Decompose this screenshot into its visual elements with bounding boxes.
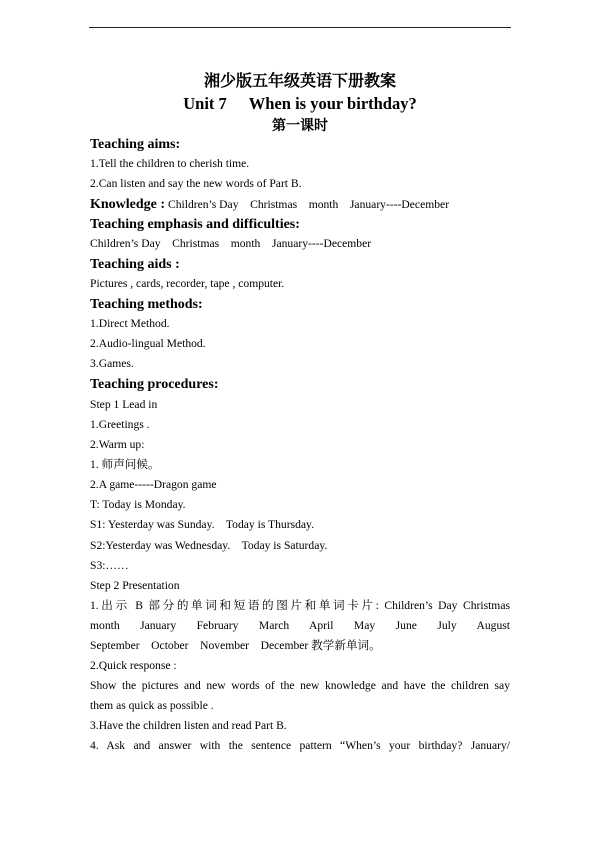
- teaching-aims-heading: Teaching aims:: [90, 137, 181, 152]
- step1-line-3: 1. 师声问候。: [90, 458, 160, 471]
- step1-line-7: S2:Yesterday was Wednesday. Today is Saturday.: [90, 539, 328, 552]
- aim-item-2: 2.Can listen and say the new words of Part B.: [90, 177, 302, 190]
- step2-item1-line2: month January February March April May June July August: [90, 619, 510, 632]
- top-rule: [89, 27, 511, 28]
- knowledge-content: Children’s Day Christmas month January----December: [167, 198, 450, 211]
- knowledge-line: [90, 196, 510, 214]
- step1-line-5: T: Today is Monday.: [90, 498, 186, 511]
- emphasis-heading: Teaching emphasis and difficulties:: [90, 217, 300, 232]
- document-title: 湘少版五年级英语下册教案: [203, 73, 396, 90]
- step2-item2-line2: them as quick as possible .: [90, 699, 214, 712]
- step2-item1-line3: September October November December 教学新单词。: [90, 639, 381, 652]
- step1-line-1: 1.Greetings .: [90, 418, 150, 431]
- method-item-1: 1.Direct Method.: [90, 317, 170, 330]
- step2-item4-line1: 4. Ask and answer with the sentence pattern “When’s your birthday? January/: [90, 739, 510, 752]
- knowledge-label: Knowledge :: [90, 197, 166, 212]
- step1-line-4: 2.A game-----Dragon game: [90, 478, 217, 491]
- step2-title: Step 2 Presentation: [90, 579, 180, 592]
- step1-line-8: S3:……: [90, 559, 129, 572]
- emphasis-content: Children’s Day Christmas month January----December: [90, 237, 372, 250]
- aids-content: Pictures , cards, recorder, tape , computer.: [90, 277, 285, 290]
- method-item-3: 3.Games.: [90, 357, 134, 370]
- step2-item2-title: 2.Quick response :: [90, 659, 177, 672]
- step1-line-6: S1: Yesterday was Sunday. Today is Thursday.: [90, 518, 314, 531]
- lesson-title: 第一课时: [272, 119, 328, 134]
- unit-number: Unit 7: [183, 94, 227, 113]
- aim-item-1: 1.Tell the children to cherish time.: [90, 157, 250, 170]
- step1-line-2: 2.Warm up:: [90, 438, 145, 451]
- step1-title: Step 1 Lead in: [90, 398, 158, 411]
- unit-name: When is your birthday?: [248, 94, 417, 113]
- aids-heading: Teaching aids :: [90, 257, 180, 272]
- methods-heading: Teaching methods:: [90, 297, 203, 312]
- step2-item2-line1: Show the pictures and new words of the new knowledge and have the children say: [90, 679, 510, 692]
- step2-item3: 3.Have the children listen and read Part B.: [90, 719, 287, 732]
- step2-item1-line1: 1.出示 B 部分的单词和短语的图片和单词卡片: Children’s Day Christmas: [90, 599, 510, 612]
- unit-title: [0, 94, 600, 114]
- procedures-heading: Teaching procedures:: [90, 377, 219, 392]
- method-item-2: 2.Audio-lingual Method.: [90, 337, 206, 350]
